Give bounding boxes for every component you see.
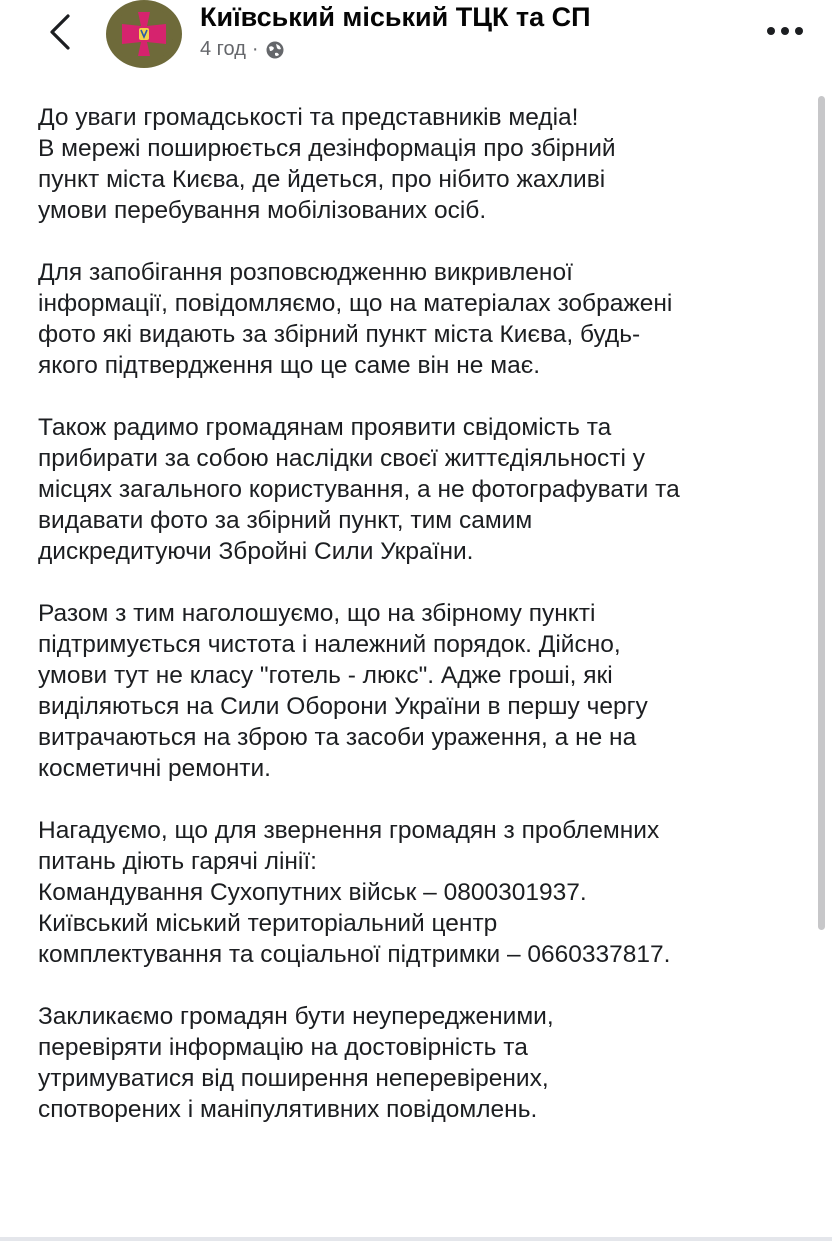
post-text-line: інформації, повідомляємо, що на матеріалах зображені: [38, 290, 673, 317]
meta-separator: ·: [251, 38, 259, 60]
page-name[interactable]: Київський міський ТЦК та СП: [200, 2, 591, 32]
post-text-line: Разом з тим наголошуємо, що на збірному пункті: [38, 600, 596, 627]
post-text: [38, 102, 818, 1156]
emblem-icon: [114, 4, 174, 64]
post-meta: [200, 38, 285, 61]
post-text-line: якого підтвердження що це саме він не має.: [38, 352, 541, 379]
avatar[interactable]: [106, 0, 182, 68]
back-button[interactable]: [38, 8, 82, 56]
post-text-line: спотворених і маніпулятивних повідомлень.: [38, 1096, 538, 1123]
post-text-line: фото які видають за збірний пункт міста Києва, будь-: [38, 321, 641, 348]
post-text-line: косметичні ремонти.: [38, 755, 271, 782]
post-text-line: В мережі поширюється дезінформація про збірний: [38, 135, 616, 162]
post-paragraph: [38, 412, 818, 567]
post-text-line: місцях загального користування, а не фотографувати та: [38, 476, 680, 503]
post-text-line: питань діють гарячі лінії:: [38, 848, 317, 875]
more-options-button[interactable]: [760, 14, 810, 48]
post-paragraph: [38, 815, 818, 970]
more-horizontal-icon: [765, 26, 805, 36]
post-text-line: дискредитуючи Збройні Сили України.: [38, 538, 474, 565]
post-text-line: До уваги громадськості та представників медіа!: [38, 104, 579, 131]
scrollbar[interactable]: [818, 96, 825, 930]
post-text-line: перевіряти інформацію на достовірність та: [38, 1034, 528, 1061]
post-text-line: Для запобігання розповсюдженню викривленої: [38, 259, 573, 286]
post-text-line: Нагадуємо, що для звернення громадян з проблемних: [38, 817, 660, 844]
post-text-line: Закликаємо громадян бути неупередженими,: [38, 1003, 554, 1030]
post-text-line: підтримується чистота і належний порядок. Дійсно,: [38, 631, 621, 658]
bottom-divider: [0, 1237, 832, 1241]
post-paragraph: [38, 598, 818, 784]
post-text-line: утримуватися від поширення неперевірених,: [38, 1065, 549, 1092]
post-paragraph: [38, 1001, 818, 1125]
post-text-line: Командування Сухопутних військ – 0800301937.: [38, 879, 587, 906]
post-text-line: видавати фото за збірний пункт, тим самим: [38, 507, 533, 534]
post-text-line: прибирати за собою наслідки своєї життєдіяльності у: [38, 445, 645, 472]
post-text-line: витрачаються на зброю та засоби ураження, а не на: [38, 724, 637, 751]
post-paragraph: [38, 257, 818, 381]
post-paragraph: [38, 102, 818, 226]
post-text-line: Також радимо громадянам проявити свідомість та: [38, 414, 612, 441]
chevron-left-icon: [47, 12, 73, 52]
post-text-line: умови тут не класу "готель - люкс". Адже гроші, які: [38, 662, 613, 689]
post-text-line: виділяються на Сили Оборони України в першу чергу: [38, 693, 648, 720]
post-header: [0, 0, 832, 86]
post-text-line: пункт міста Києва, де йдеться, про нібито жахливі: [38, 166, 606, 193]
post-text-line: комплектування та соціальної підтримки – 0660337817.: [38, 941, 671, 968]
globe-icon: [265, 40, 285, 60]
post-text-line: умови перебування мобілізованих осіб.: [38, 197, 487, 224]
post-text-line: Київський міський територіальний центр: [38, 910, 498, 937]
post-time[interactable]: 4 год: [200, 38, 246, 60]
